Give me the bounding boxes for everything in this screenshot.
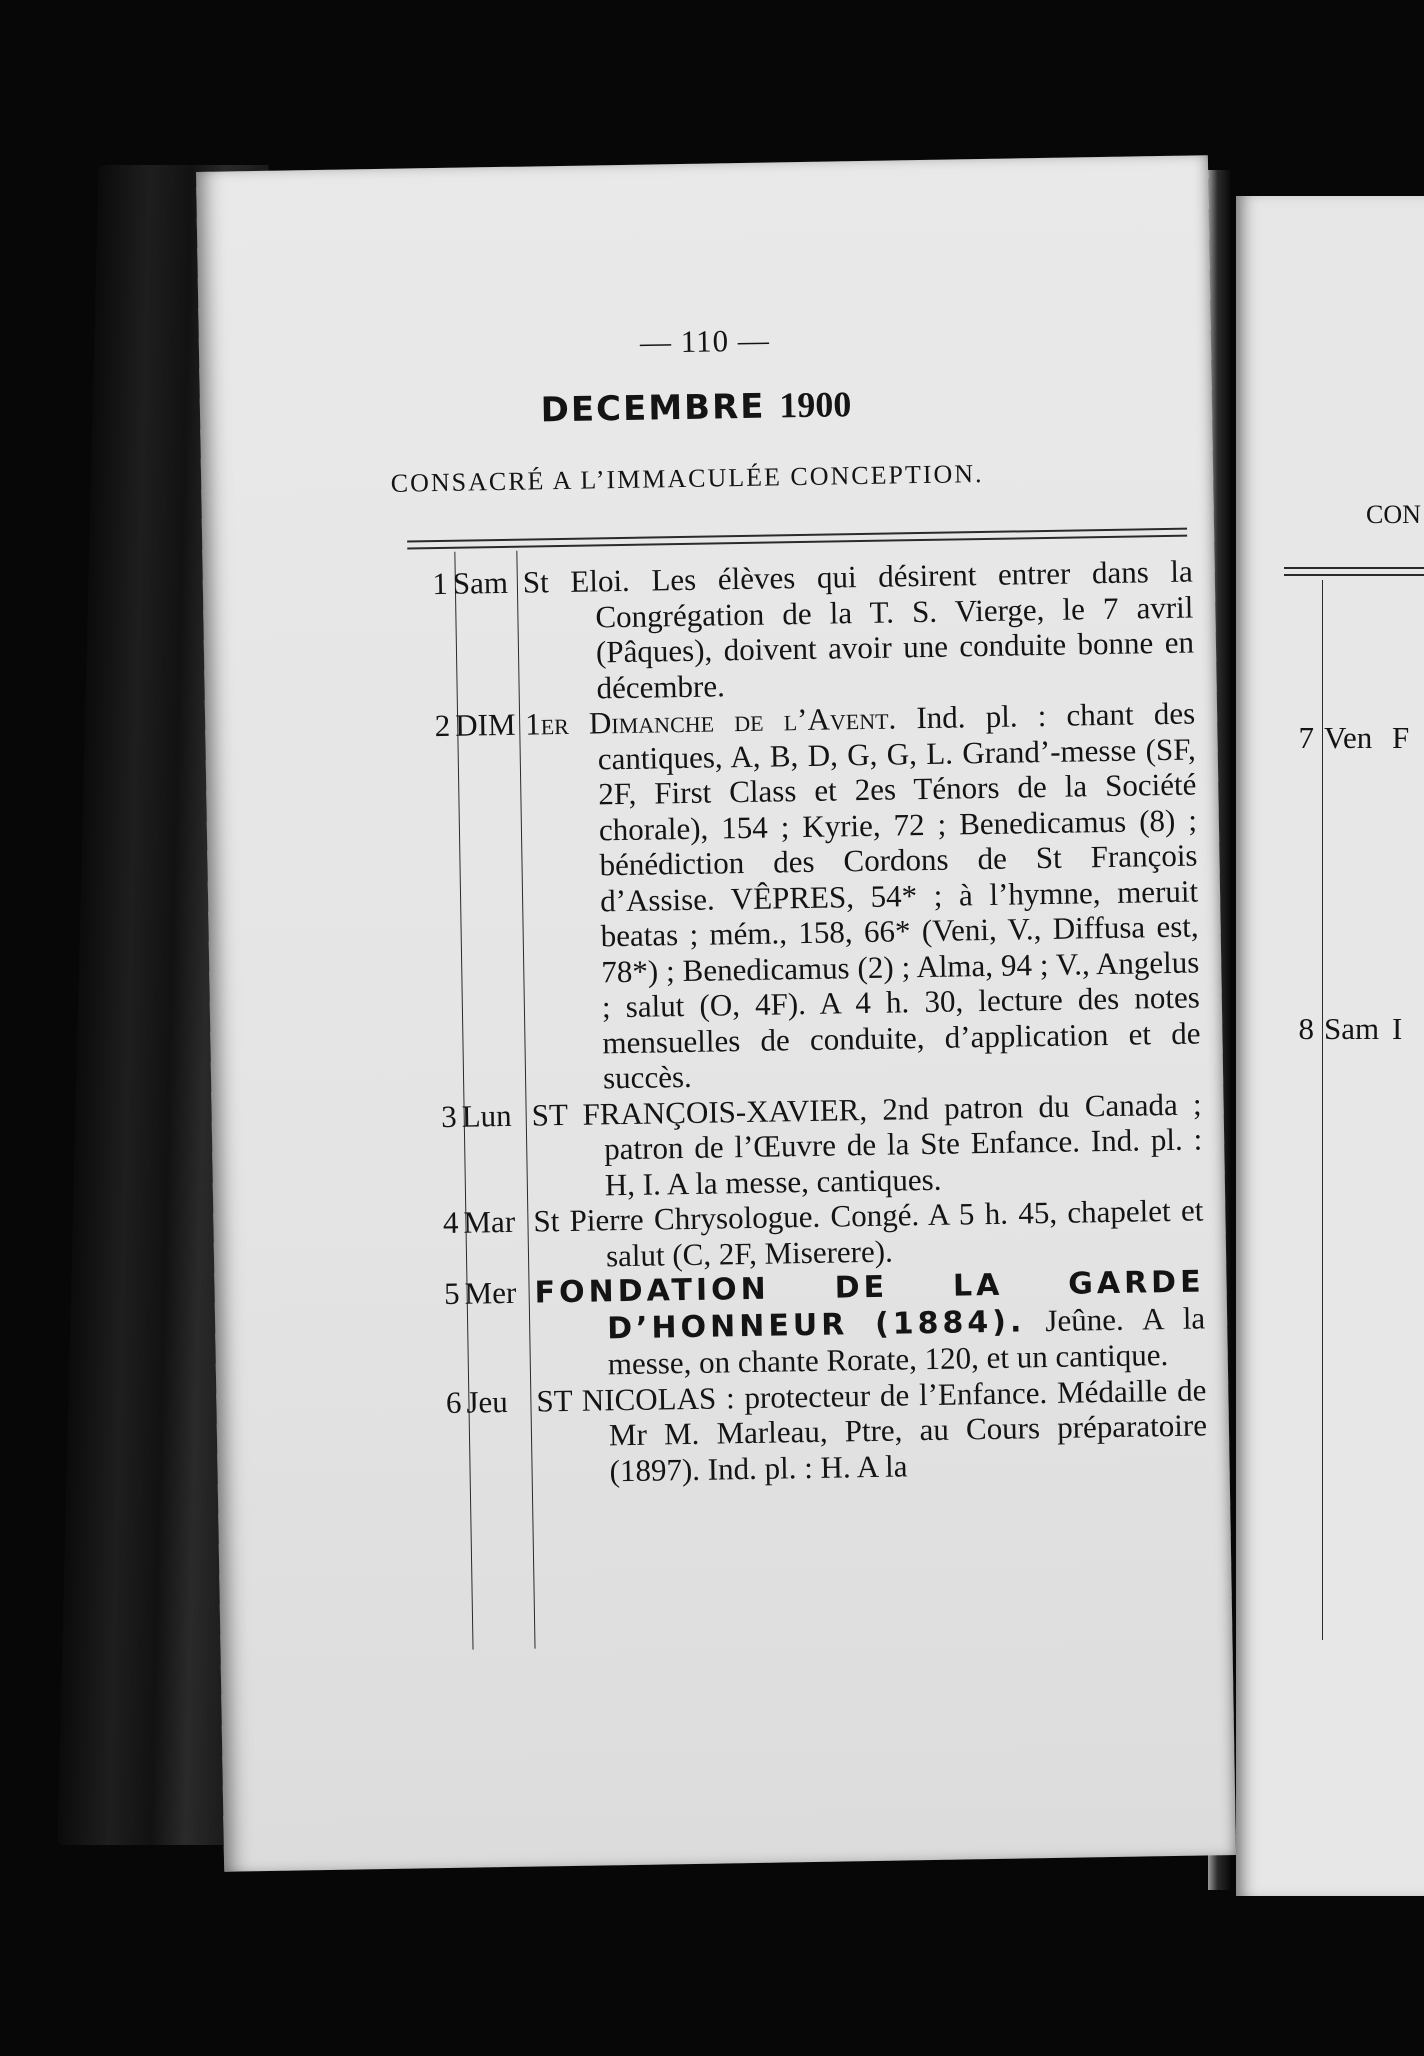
weekday: Ven — [1324, 720, 1373, 755]
weekday: DIM — [454, 706, 516, 743]
calendar-entry — [404, 1263, 1206, 1385]
facing-page-header: CON — [1366, 500, 1421, 529]
calendar-entries — [393, 554, 1208, 1492]
entry-text: ST NICOLAS : protecteur de l’Enfance. Médaille de Mr M. Marleau, Ptre, au Cours préparatoire (1897). Ind. pl. : H. A la — [536, 1371, 1208, 1488]
calendar-entry — [395, 696, 1201, 1100]
entry-text: Ind. pl. : chant des cantiques, A, B, D, G, G, L. Grand’-messe (SF, 2F, First Class et 2es Ténors de la Société chorale), 154 ; Kyrie, 72 ; Benedicamus (8) ; bénédiction des Cordons de St François d’Assise. VÊPRES, 54* ; à l’hymne, meruit beatas ; mém., 158, 66* (Veni, V., Diffusa est, 78*) ; Benedicamus (2) ; Alma, 94 ; V., Angelus ; salut (O, 4F). A 4 h. 30, lecture des notes mensuelles de conduite, d’application et de succès. — [597, 695, 1201, 1096]
entry-text: ST FRANÇOIS-XAVIER, 2nd patron du Canada ; patron de l’Œuvre de la Ste Enfance. Ind. pl. : H, I. A la messe, cantiques. — [531, 1085, 1203, 1202]
month-dedication: CONSACRÉ A L’IMMACULÉE CONCEPTION. — [390, 458, 984, 498]
weekday: Lun — [461, 1097, 512, 1134]
entry-body — [525, 696, 1201, 1098]
day-number: 3 — [440, 1098, 457, 1134]
page-number: — 110 — — [639, 322, 771, 360]
entry-fragment: I — [1392, 1011, 1403, 1046]
day-number: 8 — [1298, 1011, 1314, 1046]
entry-text: St Pierre Chrysologue. Congé. A 5 h. 45, chapelet et salut (C, 2F, Miserere). — [533, 1192, 1204, 1273]
weekday: Mer — [464, 1274, 517, 1311]
year: 1900 — [778, 384, 852, 426]
entry-lead: FONDATION DE LA GARDE D’HONNEUR (1884). — [534, 1264, 1205, 1346]
weekday: Jeu — [466, 1383, 509, 1420]
day-number: 1 — [432, 565, 449, 602]
calendar-entry — [403, 1192, 1204, 1276]
entry-text: Jeûne. A la messe, on chante Rorate, 120, et un cantique. — [607, 1299, 1206, 1382]
entry-fragment: F — [1392, 720, 1410, 755]
entry-lead: 1er Dimanche de l’Avent. — [524, 700, 897, 742]
month-title — [200, 378, 1193, 436]
day-number: 5 — [443, 1275, 460, 1312]
calendar-page — [196, 155, 1236, 1872]
entry-text: St Eloi. Les élèves qui désirent entrer dans la Congrégation de la T. S. Vierge, le 7 avril (Pâques), doivent avoir une conduite bonne en décembre. — [522, 553, 1195, 705]
day-number: 2 — [434, 707, 451, 744]
facing-page-rule — [1284, 574, 1424, 576]
day-number: 6 — [445, 1384, 462, 1420]
calendar-entry — [401, 1086, 1203, 1206]
facing-page-rule — [1284, 567, 1424, 569]
entry-body — [534, 1263, 1206, 1383]
weekday: Mar — [463, 1203, 516, 1240]
weekday: Sam — [1324, 1011, 1380, 1046]
weekday: Sam — [452, 564, 509, 601]
calendar-entry — [406, 1372, 1208, 1492]
calendar-entry — [393, 554, 1195, 709]
day-number: 7 — [1298, 720, 1314, 755]
facing-page-column-line — [1322, 580, 1323, 1640]
month-name: DECEMBRE — [540, 386, 766, 431]
header-rule — [407, 535, 1187, 550]
day-number: 4 — [442, 1204, 459, 1241]
